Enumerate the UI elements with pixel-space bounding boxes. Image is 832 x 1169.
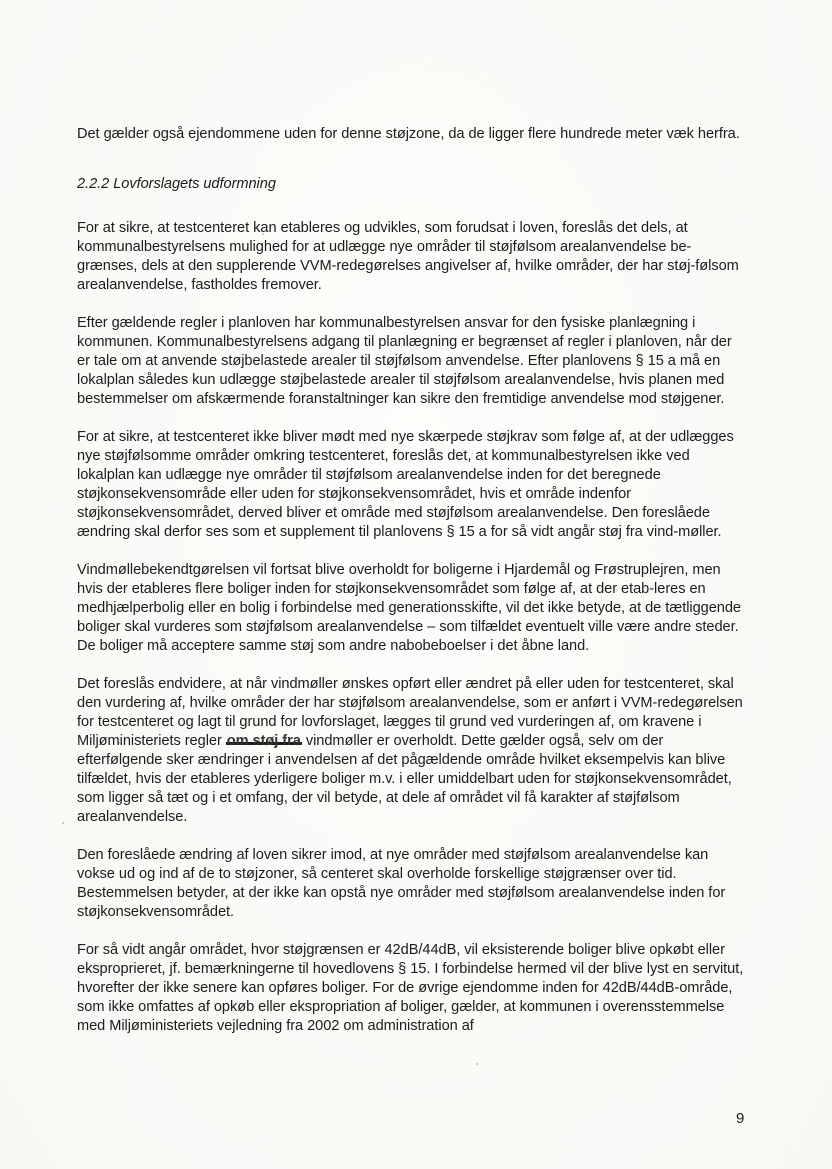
struck-text (226, 733, 302, 749)
paragraph-5-text-after: vindmøller er overholdt. Dette gælder også, selv om der efterfølgende sker ændringer i anvendelsen af det pågældende område hvilket eksempelvis kan blive tilfældet, hvis der etableres yderligere boliger m.v. i eller umiddelbart uden for støjkonsekvensområdet, som ligger så tæt og i et omfang, der vil betyde, at dele af området vil få karakter af støjfølsom arealanvendelse. (77, 733, 732, 825)
paragraph-1: For at sikre, at testcenteret kan etableres og udvikles, som forudsat i loven, foreslås det dels, at kommunalbestyrelsens mulighed for at udlægge nye områder til støjfølsom arealanvendelse be-grænses, dels at den supplerende VVM-redegørelses angivelser af, hvilke områder, der har støj-følsom arealanvendelse, fastholdes fremover. (77, 220, 739, 293)
paragraph-5 (77, 675, 745, 827)
paragraph-6: Den foreslåede ændring af loven sikrer imod, at nye områder med støjfølsom arealanvendelse kan vokse ud og ind af de to støjzoner, så centeret skal overholde forskellige støjgrænser over tid. Bestemmelsen betyder, at der ikke kan opstå nye områder med støjfølsom arealanvendelse inden for støjkonsekvensområdet. (77, 847, 726, 920)
document-body (77, 125, 745, 1036)
paragraph-3: For at sikre, at testcenteret ikke bliver mødt med nye skærpede støjkrav som følge af, at der udlægges nye støjfølsomme områder omkring testcenteret, foreslås det, at kommunalbestyrelsen ikke ved lokalplan kan udlægge nye områder til støjfølsom arealanvendelse inden for det beregnede støjkonsekvensområde eller uden for støjkonsekvensområdet, hvis et område indenfor støjkonsekvensområdet, derved bliver et område med støjfølsom arealanvendelse. Den foreslåede ændring skal derfor ses som et supplement til planlovens § 15 a for så vidt angår støj fra vind-møller. (77, 429, 734, 540)
paragraph-7: For så vidt angår området, hvor støjgrænsen er 42dB/44dB, vil eksisterende boliger blive opkøbt eller eksproprieret, jf. bemærkningerne til hovedlovens § 15. I forbindelse hermed vil der blive lyst en servitut, hvorefter der ikke senere kan opføres boliger. For de øvrige ejendomme inden for 42dB/44dB-område, som ikke omfattes af opkøb eller ekspropriation af boliger, gælder, at kommunen i overensstemmelse med Miljøministeriets vejledning fra 2002 om administration af (77, 942, 744, 1034)
paper-speck (476, 1063, 478, 1065)
paragraph-5-text-before: Det foreslås endvidere, at når vindmøller ønskes opført eller ændret på eller uden for testcenteret, skal den vurdering af, hvilke områder der har støjfølsom arealanvendelse, som er anført i VVM-redegørelsen for testcenteret og lagt til grund for lovforslaget, lægges til grund ved vurderingen af, om kravene i Miljøministeriets regler (77, 676, 743, 749)
paper-speck (62, 822, 64, 824)
page-number: 9 (736, 1110, 745, 1127)
paragraph-2: Efter gældende regler i planloven har kommunalbestyrelsen ansvar for den fysiske planlægning i kommunen. Kommunalbestyrelsens adgang til planlægning er begrænset af regler i planloven, når der er tale om at anvende støjbelastede arealer til støjfølsom anvendelse. Efter planlovens § 15 a må en lokalplan således kun udlægge støjbelastede arealer til støjfølsom arealanvendelse, hvis planen med bestemmelser om afskærmende foranstaltninger kan sikre den fremtidige anvendelse mod støjgener. (77, 315, 732, 407)
intro-paragraph: Det gælder også ejendommene uden for denne støjzone, da de ligger flere hundrede meter væk herfra. (77, 126, 740, 142)
section-heading: 2.2.2 Lovforslagets udformning (77, 176, 276, 192)
paragraph-4: Vindmøllebekendtgørelsen vil fortsat blive overholdt for boligerne i Hjardemål og Frøstruplejren, men hvis der etableres flere boliger inden for støjkonsekvensområdet som følge af, at der etab-leres en medhjælperbolig eller en bolig i forbindelse med generationsskifte, vil det ikke betyde, at de tætliggende boliger skal vurderes som støjfølsom arealanvendelse – som tilfældet eventuelt ville være andre steder. De boliger må acceptere samme støj som andre nabobeboelser i det åbne land. (77, 562, 741, 654)
struck-text-ink: om støj fra (226, 733, 301, 749)
